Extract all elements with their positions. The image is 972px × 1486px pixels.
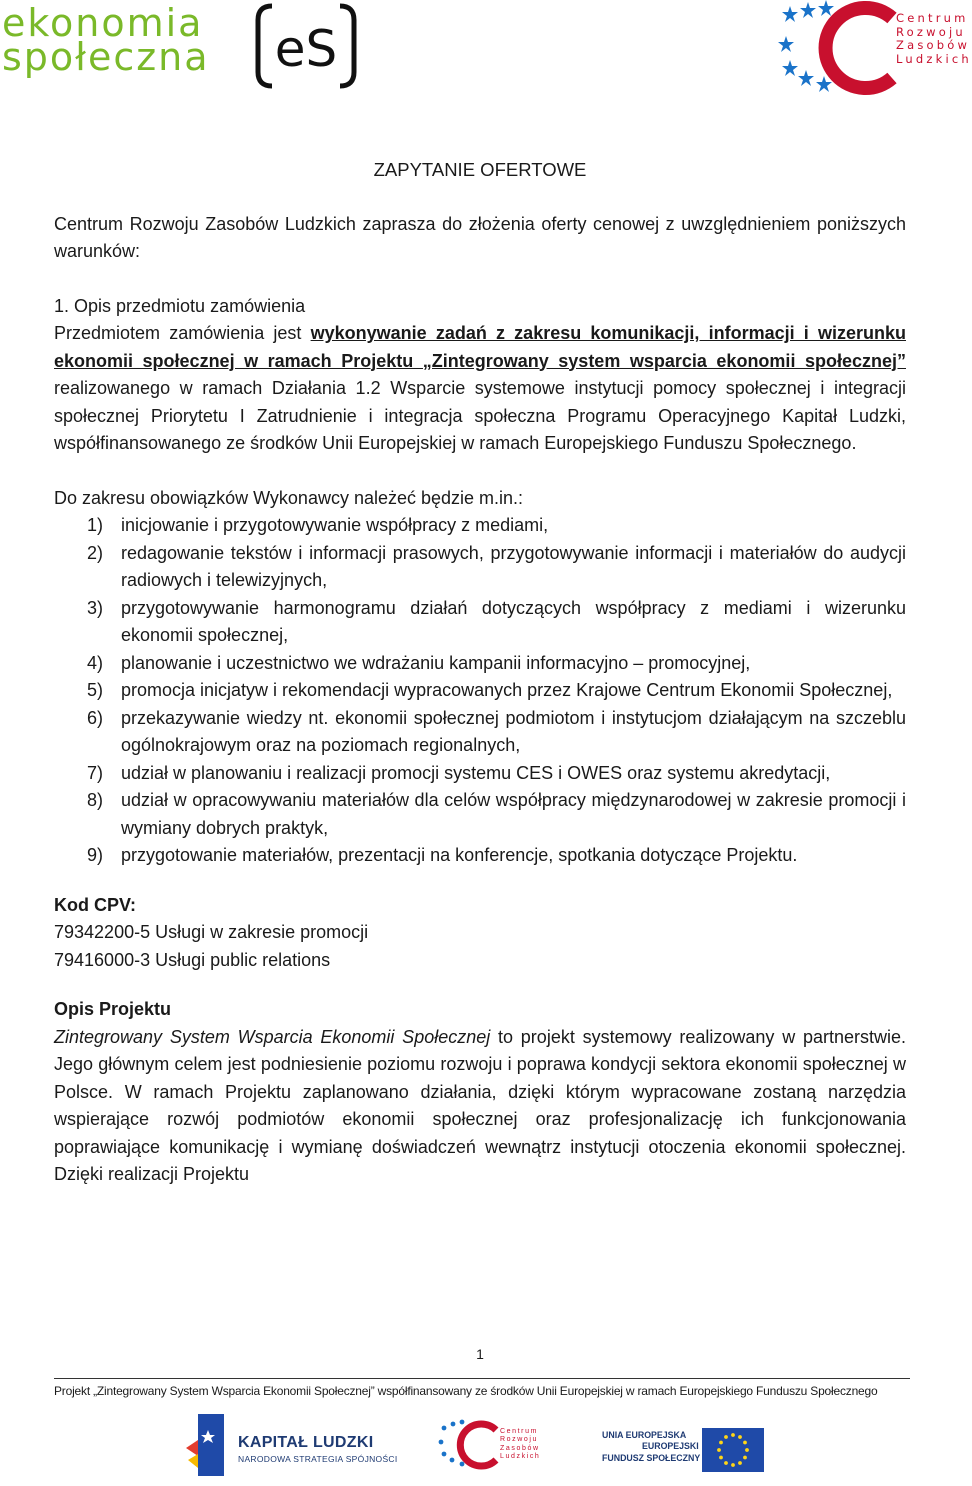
crzl-logo-icon xyxy=(780,0,896,92)
page-number: 1 xyxy=(476,1346,484,1362)
kapital-ludzki-subtitle: NARODOWA STRATEGIA SPÓJNOŚCI xyxy=(238,1454,398,1464)
duties-list xyxy=(54,512,906,870)
list-item-text: udział w opracowywaniu materiałów dla celów współpracy międzynarodowej w zakresie promocji i wymiany dobrych praktyk, xyxy=(121,790,906,838)
footer-logos xyxy=(0,1408,960,1478)
list-item-number: 6) xyxy=(87,707,104,728)
eu-line: EUROPEJSKI xyxy=(642,1441,699,1452)
list-item-number: 4) xyxy=(87,652,104,673)
ekonomia-spoleczna-logo-text xyxy=(2,1,210,79)
footer-divider xyxy=(54,1378,910,1379)
crzl-line: Centrum xyxy=(896,11,969,25)
list-item-text: inicjowanie i przygotowywanie współpracy z mediami, xyxy=(121,515,549,535)
es-logo-mark-icon xyxy=(254,0,358,92)
eu-flag-icon xyxy=(702,1428,764,1472)
list-item-number: 2) xyxy=(87,542,104,563)
eu-line: FUNDUSZ SPOŁECZNY xyxy=(602,1452,701,1463)
eu-line: UNIA EUROPEJSKA xyxy=(602,1430,687,1440)
duties-intro: Do zakresu obowiązków Wykonawcy należeć będzie m.in.: xyxy=(54,487,524,508)
list-item-number: 3) xyxy=(87,597,104,618)
crzl-small-line: Ludzkich xyxy=(500,1453,541,1461)
crzl-line: Rozwoju xyxy=(896,24,966,39)
list-item xyxy=(54,540,906,595)
intro-paragraph: Centrum Rozwoju Zasobów Ludzkich zaprasza do złożenia oferty cenowej z uwzględnieniem poniższych warunków: xyxy=(54,213,906,261)
crzl-small-line: Zasobów xyxy=(500,1444,540,1452)
crzl-small-line: Centrum xyxy=(500,1428,539,1435)
list-item xyxy=(54,842,906,870)
list-item-text: przekazywanie wiedzy nt. ekonomii społecznej podmiotom i instytucjom działającym na szczeblu ogólnokrajowym oraz na poziomach regionalnych, xyxy=(121,707,906,755)
section1-paragraph xyxy=(54,320,906,458)
logo-line-1: ekonomia xyxy=(2,1,204,45)
cpv-line: 79342200-5 Usługi w zakresie promocji xyxy=(54,922,369,942)
list-item xyxy=(54,705,906,760)
crzl-small-logo-icon xyxy=(438,1420,498,1468)
list-item-number: 7) xyxy=(87,762,104,783)
project-paragraph xyxy=(54,1024,906,1189)
es-logo-letters: eS xyxy=(274,20,338,78)
list-item-number: 1) xyxy=(87,515,104,535)
list-item xyxy=(54,512,906,540)
project-text: to projekt systemowy realizowany w partnerstwie. Jego głównym celem jest podniesienie poziomu rozwoju i poprawa kondycji sektora ekonomii społecznej w Polsce. W ramach Projektu zaplanowano działania, dzięki którym wypracowane zostaną narzędzia wspierające rozwój podmiotów ekonomii społecznej oraz profesjonalizację ich funkcjonowania poprawiające komunikację i wymianę doświadczeń wewnątrz instytucji otoczenia ekonomii społecznej. Dzięki realizacji Projektu xyxy=(54,1026,906,1184)
project-name: Zintegrowany System Wsparcia Ekonomii Społecznej xyxy=(54,1026,491,1047)
cpv-heading: Kod CPV: xyxy=(54,894,137,915)
crzl-small-logo-text xyxy=(500,1428,540,1462)
list-item-text: przygotowywanie harmonogramu działań dotyczących współpracy z mediami i wizerunku ekonomii społecznej, xyxy=(121,597,906,645)
list-item xyxy=(54,677,906,705)
crzl-small-line: Rozwoju xyxy=(500,1436,539,1444)
section1-underlined: wykonywanie zadań z zakresu komunikacji, informacji i wizerunku ekonomii społecznej w ramach Projektu „Zintegrowany system wsparcia ekonomii społecznej” xyxy=(54,323,906,371)
kapital-ludzki-title: KAPITAŁ LUDZKI xyxy=(238,1434,374,1451)
section1-rest: realizowanego w ramach Działania 1.2 Wsparcie systemowe instytucji pomocy społecznej i integracji społecznej Priorytetu I Zatrudnienie i integracja społeczna Programu Operacyjnego Kapitał Ludzki, współfinansowanego ze środków Unii Europejskiej w ramach Europejskiego Funduszu Społecznego. xyxy=(54,378,906,453)
list-item-number: 9) xyxy=(87,845,104,865)
cpv-line: 79416000-3 Usługi public relations xyxy=(54,949,331,970)
logo-line-2: społeczna xyxy=(2,35,210,79)
footer-text: Projekt „Zintegrowany System Wsparcia Ekonomii Społecznej” współfinansowany ze środków Unii Europejskiej w ramach Europejskiego Funduszu Społecznego xyxy=(54,1384,878,1398)
list-item-number: 5) xyxy=(87,680,104,700)
crzl-logo-text xyxy=(896,12,972,66)
crzl-line: Zasobów xyxy=(896,38,971,53)
list-item-text: udział w planowaniu i realizacji promocji systemu CES i OWES oraz systemu akredytacji, xyxy=(121,762,831,783)
section1-lead: Przedmiotem zamówienia jest xyxy=(54,323,311,343)
list-item xyxy=(54,650,906,678)
list-item-text: promocja inicjatyw i rekomendacji wypracowanych przez Krajowe Centrum Ekonomii Społecznej, xyxy=(121,680,893,700)
list-item-text: planowanie i uczestnictwo we wdrażaniu kampanii informacyjno – promocyjnej, xyxy=(121,652,751,673)
document-body xyxy=(54,156,906,1189)
kapital-ludzki-logo-icon xyxy=(186,1414,226,1476)
document-title: ZAPYTANIE OFERTOWE xyxy=(373,159,587,180)
list-item xyxy=(54,760,906,788)
list-item xyxy=(54,595,906,650)
list-item-text: przygotowanie materiałów, prezentacji na konferencje, spotkania dotyczące Projektu. xyxy=(121,845,798,865)
eu-logo-text xyxy=(602,1430,700,1464)
section1-heading: 1. Opis przedmiotu zamówienia xyxy=(54,295,306,316)
project-heading: Opis Projektu xyxy=(54,999,172,1019)
list-item-text: redagowanie tekstów i informacji prasowych, przygotowywanie informacji i materiałów do audycji radiowych i telewizyjnych, xyxy=(121,542,906,590)
crzl-line: Ludzkich xyxy=(896,51,972,66)
list-item-number: 8) xyxy=(87,790,104,810)
page-header xyxy=(0,0,972,100)
list-item xyxy=(54,787,906,842)
